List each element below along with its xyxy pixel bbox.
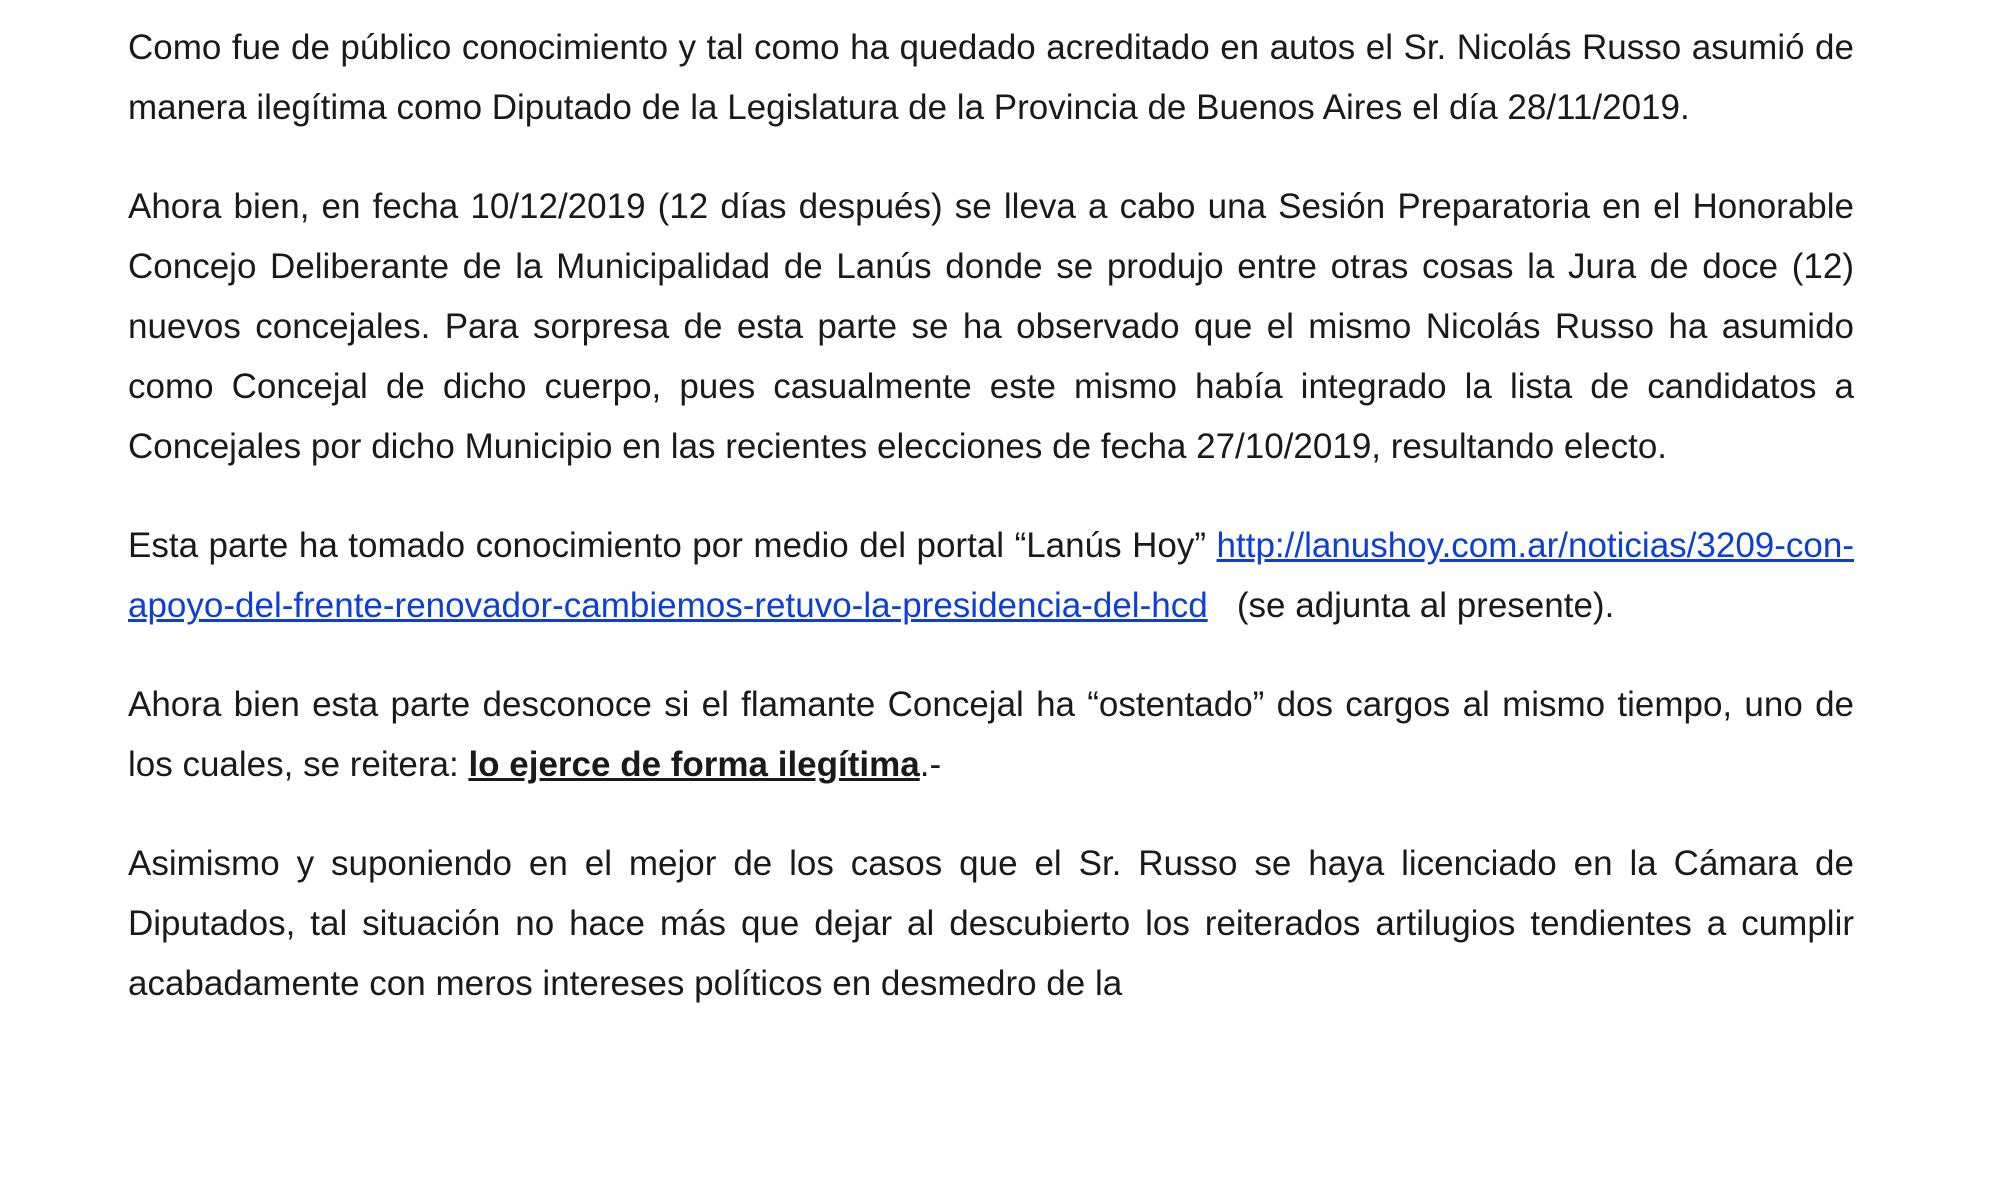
paragraph-russo-diputado: Como fue de público conocimiento y tal como ha quedado acreditado en autos el Sr. Nicolás Russo asumió de manera ilegítima como Diputado de la Legislatura de la Provincia de Buenos Aires el día 28/11/2019.	[128, 28, 1854, 127]
document-body	[128, 18, 1854, 1053]
emphasis-ilegitima: lo ejerce de forma ilegítima	[468, 745, 920, 784]
paragraph-dos-cargos	[128, 675, 1854, 795]
lanus-hoy-after-text: (se adjunta al presente).	[1207, 586, 1615, 625]
dos-cargos-text: Ahora bien esta parte desconoce si el flamante Concejal ha “ostentado” dos cargos al mismo tiempo, uno de los cuales, se reitera:	[128, 685, 1854, 784]
paragraph-sesion-preparatoria: Ahora bien, en fecha 10/12/2019 (12 días después) se lleva a cabo una Sesión Preparatoria en el Honorable Concejo Deliberante de la Municipalidad de Lanús donde se produjo entre otras cosas la Jura de doce (12) nuevos concejales. Para sorpresa de esta parte se ha observado que el mismo Nicolás Russo ha asumido como Concejal de dicho cuerpo, pues casualmente este mismo había integrado la lista de candidatos a Concejales por dicho Municipio en las recientes elecciones de fecha 27/10/2019, resultando electo.	[128, 187, 1854, 466]
paragraph-lanus-hoy	[128, 516, 1854, 636]
lanus-hoy-intro-text: Esta parte ha tomado conocimiento por medio del portal “Lanús Hoy”	[128, 526, 1206, 565]
lanus-hoy-link[interactable]: http://lanushoy.com.ar/noticias/3209-con-apoyo-del-frente-renovador-cambiemos-retuvo-la-presidencia-del-hcd	[128, 526, 1854, 625]
dos-cargos-end: .-	[919, 745, 942, 784]
paragraph-licencia-camara: Asimismo y suponiendo en el mejor de los casos que el Sr. Russo se haya licenciado en la Cámara de Diputados, tal situación no hace más que dejar al descubierto los reiterados artilugios tendientes a cumplir acabadamente con meros intereses políticos en desmedro de la	[128, 844, 1854, 1003]
